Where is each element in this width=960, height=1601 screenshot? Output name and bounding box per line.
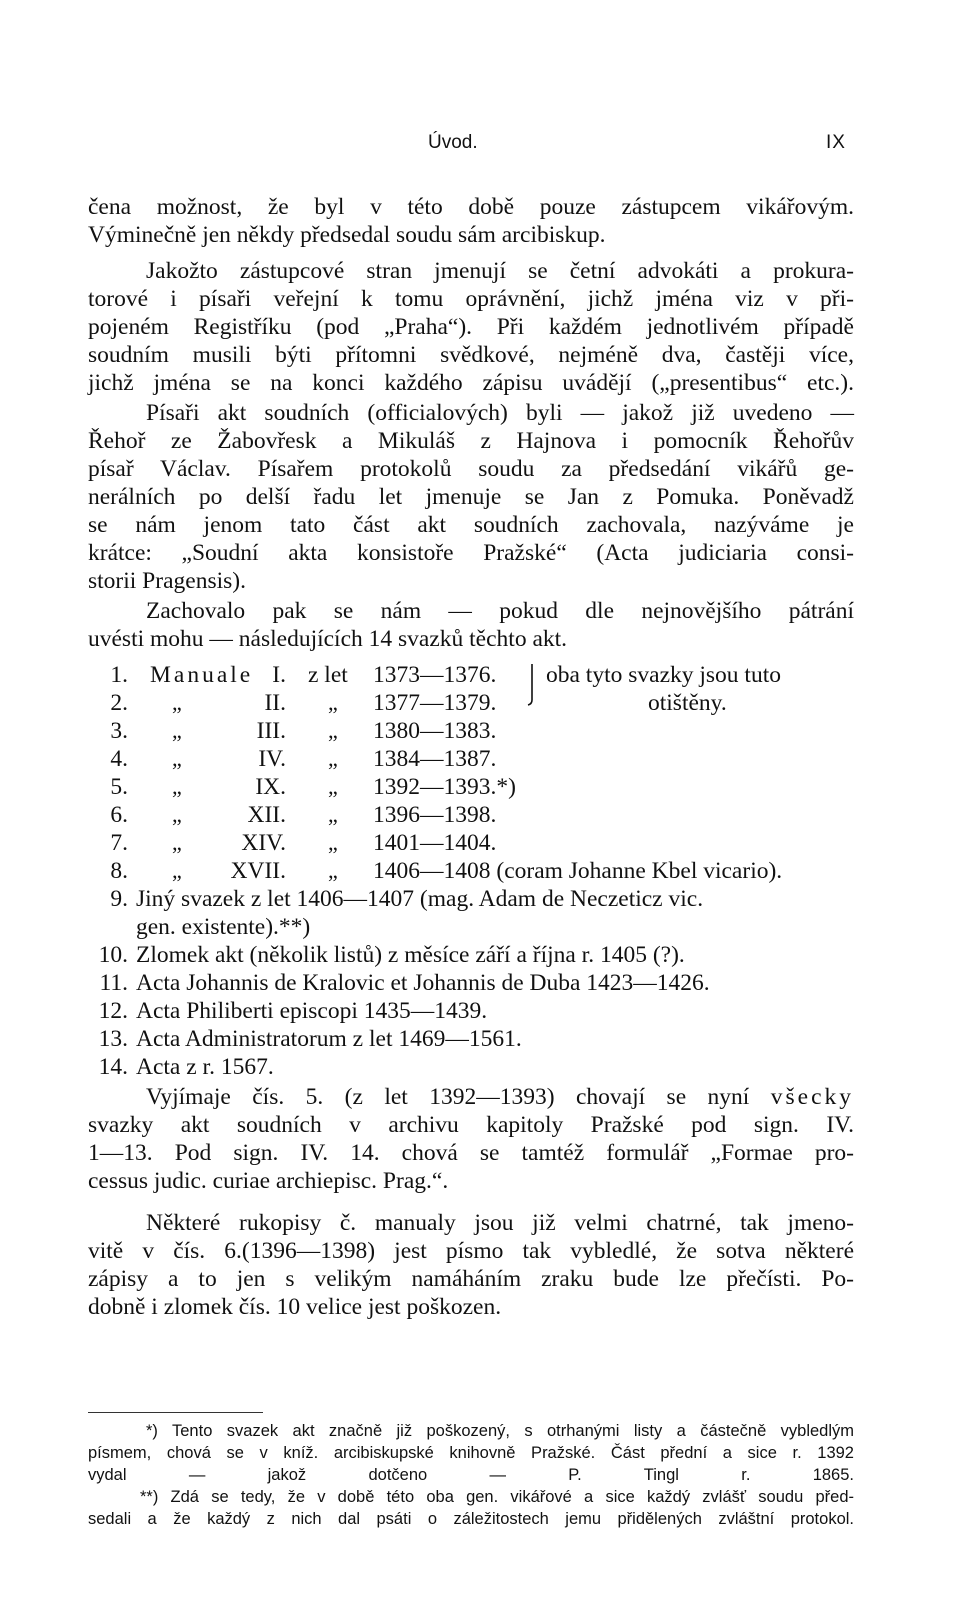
para3-line: storii Pragensis). bbox=[88, 568, 246, 594]
para5-line bbox=[146, 1082, 854, 1112]
item-roman: XIV. bbox=[241, 830, 286, 856]
para5-text: Vyjímaje čís. 5. (z let 1392—1393) chovají se nyní bbox=[146, 1084, 750, 1110]
footnote-line: *) Tento svazek akt značně již poškozený, s otrhanými listy a částečně vybledlým bbox=[146, 1422, 854, 1440]
para3-line: se nám jenom tato část akt soudních zachovala, nazýváme je bbox=[88, 512, 854, 538]
item-number: 1. bbox=[110, 662, 128, 688]
list-item bbox=[88, 716, 888, 746]
ditto-mark: „ bbox=[328, 718, 338, 743]
list-item bbox=[88, 1024, 888, 1054]
item-number: 12. bbox=[98, 998, 128, 1024]
ditto-mark: „ bbox=[328, 830, 338, 855]
para6-line: Některé rukopisy č. manualy jsou již velmi chatrné, tak jmeno- bbox=[146, 1210, 854, 1236]
ditto-mark: „ bbox=[328, 746, 338, 771]
ditto-mark: „ bbox=[172, 690, 182, 715]
item-years: 1392—1393.*) bbox=[373, 774, 516, 800]
item-number: 11. bbox=[99, 970, 128, 996]
item-years: 1380—1383. bbox=[373, 718, 497, 744]
list-item bbox=[88, 884, 888, 914]
para6-line: vitě v čís. 6.(1396—1398) jest písmo tak vybledlé, že sotva některé bbox=[88, 1238, 854, 1264]
para3-line: Písaři akt soudních (officialových) byli — jakož již uvedeno — bbox=[146, 400, 854, 426]
item-years: 1396—1398. bbox=[373, 802, 497, 828]
item-roman: I. bbox=[272, 662, 286, 688]
para3-line: Řehoř ze Žabovřesk a Mikuláš z Hajnova i pomocník Řehořův bbox=[88, 428, 854, 454]
para5-line: 1—13. Pod sign. IV. 14. chová se tamtéž formulář „Formae pro- bbox=[88, 1140, 854, 1166]
para4-line: Zachovalo pak se nám — pokud dle nejnovějšího pátrání bbox=[146, 598, 854, 624]
item-period-label: z let bbox=[308, 662, 348, 688]
para3-line: nerálních po delší řadu let jmenuje se Jan z Pomuka. Poněvadž bbox=[88, 484, 854, 510]
item-number: 3. bbox=[110, 718, 128, 744]
item-text: Zlomek akt (několik listů) z měsíce září a října r. 1405 (?). bbox=[136, 942, 685, 968]
para2-line: torové i písaři veřejní k tomu oprávnění, jichž jména viz v při- bbox=[88, 286, 854, 312]
item-volume-label: Manuale bbox=[150, 662, 254, 688]
para5-line: cessus judic. curiae archiepisc. Prag.“. bbox=[88, 1168, 449, 1194]
item-text: Jiný svazek z let 1406—1407 (mag. Adam de Neczeticz vic. bbox=[136, 886, 704, 912]
para2-line: pojeném Registříku (pod „Praha“). Při každém jednotlivém případě bbox=[88, 314, 854, 340]
page-number: IX bbox=[826, 132, 846, 153]
item-years: 1377—1379. bbox=[373, 690, 497, 716]
list-item bbox=[88, 856, 888, 886]
para1-line: Výminečně jen někdy předsedal soudu sám arcibiskup. bbox=[88, 222, 606, 248]
ditto-mark: „ bbox=[172, 746, 182, 771]
item-years: 1406—1408 (coram Johanne Kbel vicario). bbox=[373, 858, 783, 884]
item-text: Acta Philiberti episcopi 1435—1439. bbox=[136, 998, 488, 1024]
list-item bbox=[88, 968, 888, 998]
brace-note-line: oba tyto svazky jsou tuto bbox=[546, 662, 781, 688]
item-years: 1401—1404. bbox=[373, 830, 497, 856]
para5-line: svazky akt soudních v archivu kapitoly Pražské pod sign. IV. bbox=[88, 1112, 854, 1138]
item-years: 1373—1376. bbox=[373, 662, 497, 688]
para2-line: soudním musili býti přítomni svědkové, nejméně dva, častěji více, bbox=[88, 342, 854, 368]
ditto-mark: „ bbox=[328, 858, 338, 883]
item-text: Acta Administratorum z let 1469—1561. bbox=[136, 1026, 522, 1052]
para3-line: písař Václav. Písařem protokolů soudu za předsedání vikářů ge- bbox=[88, 456, 854, 482]
ditto-mark: „ bbox=[172, 830, 182, 855]
item-text: gen. existente).**) bbox=[136, 914, 311, 940]
item-number: 6. bbox=[110, 802, 128, 828]
item-roman: II. bbox=[264, 690, 286, 716]
item-roman: XII. bbox=[247, 802, 286, 828]
item-number: 9. bbox=[110, 886, 128, 912]
item-roman: XVII. bbox=[230, 858, 286, 884]
list-item bbox=[88, 800, 888, 830]
list-item bbox=[88, 660, 888, 690]
footnote-line: **) Zdá se tedy, že v době této oba gen. vikářové a sice každý zvlášť soudu před- bbox=[140, 1488, 854, 1506]
item-number: 13. bbox=[98, 1026, 128, 1052]
item-roman: IV. bbox=[258, 746, 286, 772]
footnote-divider bbox=[88, 1412, 263, 1413]
item-number: 7. bbox=[110, 830, 128, 856]
footnote-line: vydal — jakož dotčeno — P. Tingl r. 1865. bbox=[88, 1466, 854, 1484]
ditto-mark: „ bbox=[172, 774, 182, 799]
item-number: 8. bbox=[110, 858, 128, 884]
list-item bbox=[88, 744, 888, 774]
item-number: 14. bbox=[98, 1054, 128, 1080]
ditto-mark: „ bbox=[328, 690, 338, 715]
footnote-line: písmem, chová se v kníž. arcibiskupské knihovně Pražské. Část přední a sice r. 1392 bbox=[88, 1444, 854, 1462]
list-item bbox=[88, 688, 888, 718]
ditto-mark: „ bbox=[172, 718, 182, 743]
item-number: 10. bbox=[98, 942, 128, 968]
para6-line: dobně i zlomek čís. 10 velice jest poškozen. bbox=[88, 1294, 502, 1320]
para2-line: Jakožto zástupcové stran jmenují se četní advokáti a prokura- bbox=[146, 258, 854, 284]
list-item bbox=[88, 828, 888, 858]
list-item-continuation bbox=[88, 912, 888, 942]
para2-line: jichž jména se na konci každého zápisu uvádějí („presentibus“ etc.). bbox=[88, 370, 854, 396]
item-years: 1384—1387. bbox=[373, 746, 497, 772]
ditto-mark: „ bbox=[328, 774, 338, 799]
emphasis-text: všecky bbox=[770, 1084, 855, 1110]
footnote-line: sedali a že každý z nich dal psáti o záležitostech jemu přidělených zvláštní protokol. bbox=[88, 1510, 854, 1528]
item-number: 5. bbox=[110, 774, 128, 800]
ditto-mark: „ bbox=[172, 858, 182, 883]
brace-note-line: otištěny. bbox=[648, 690, 727, 716]
ditto-mark: „ bbox=[172, 802, 182, 827]
para1-line: čena možnost, že byl v této době pouze zástupcem vikářovým. bbox=[88, 194, 854, 220]
list-item bbox=[88, 940, 888, 970]
item-roman: IX. bbox=[255, 774, 286, 800]
running-header-title: Úvod. bbox=[428, 132, 478, 153]
item-text: Acta z r. 1567. bbox=[136, 1054, 274, 1080]
item-number: 2. bbox=[110, 690, 128, 716]
item-number: 4. bbox=[110, 746, 128, 772]
list-item bbox=[88, 772, 888, 802]
item-roman: III. bbox=[256, 718, 286, 744]
item-text: Acta Johannis de Kralovic et Johannis de Duba 1423—1426. bbox=[136, 970, 710, 996]
ditto-mark: „ bbox=[328, 802, 338, 827]
para6-line: zápisy a to jen s velikým namáháním zraku bude lze přečísti. Po- bbox=[88, 1266, 854, 1292]
para4-line: uvésti mohu — následujících 14 svazků těchto akt. bbox=[88, 626, 568, 652]
para3-line: krátce: „Soudní akta konsistoře Pražské“ (Acta judiciaria consi- bbox=[88, 540, 854, 566]
list-item bbox=[88, 1052, 888, 1082]
list-item bbox=[88, 996, 888, 1026]
